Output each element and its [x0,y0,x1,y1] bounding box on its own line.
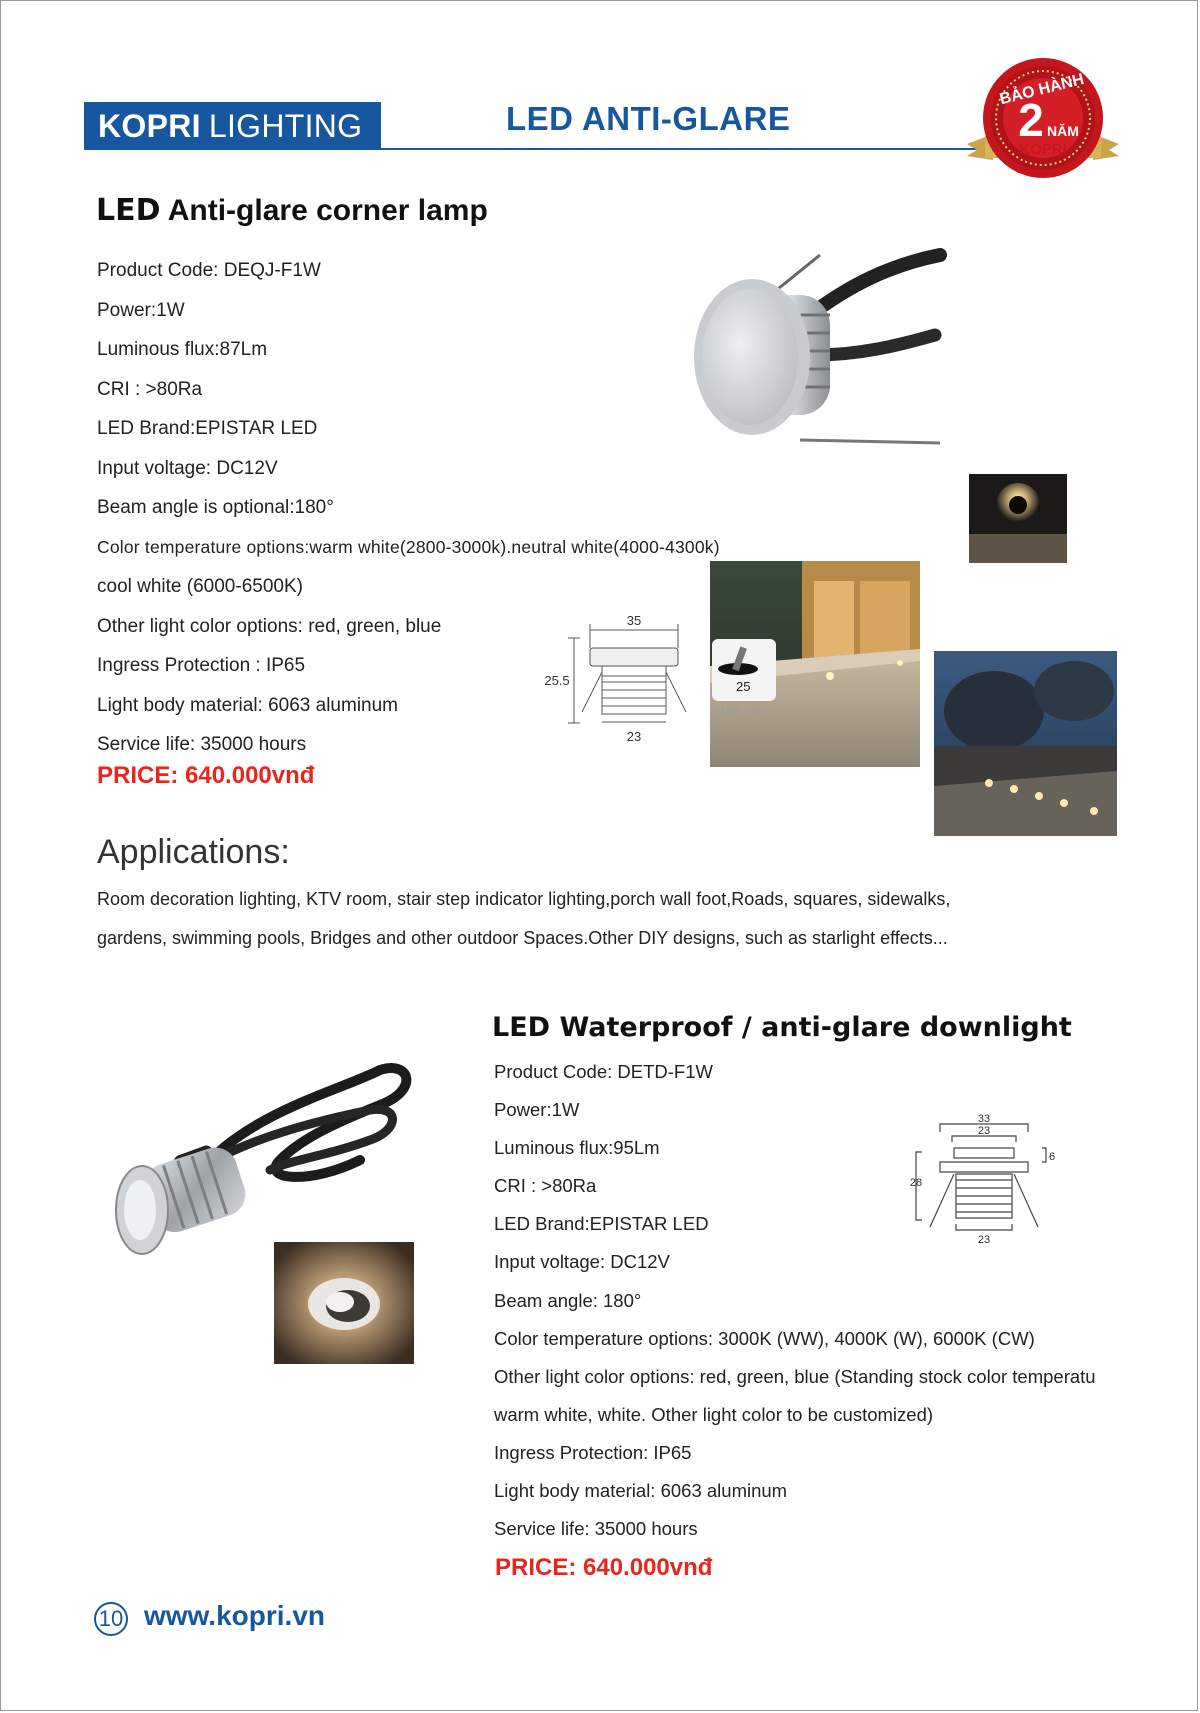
product1-title-rest: Anti-glare corner lamp [160,194,488,227]
spec-item: Color temperature options:warm white(2800-3000k).neutral white(4000-4300k) [97,536,720,557]
product1-title [96,193,488,228]
spec-item: Service life: 35000 hours [494,1518,698,1540]
spec-item: Light body material: 6063 aluminum [494,1480,788,1502]
spec-item: Power:1W [494,1099,580,1121]
brand-banner [84,102,381,150]
garden-photo [934,651,1117,836]
spec-item: Power:1W [97,299,185,321]
product2-title: LED Waterproof / anti-glare downlight [492,1012,1072,1043]
product1-title-bold: LED [96,193,161,228]
badge-unit: NĂM [1047,123,1079,139]
badge-top-text: BẢO HÀNH [998,70,1086,109]
spec-item: Color temperature options: 3000K (WW), 4000K (W), 6000K (CW) [494,1327,1035,1349]
spec-item: CRI : >80Ra [494,1175,597,1197]
inset-cut-label: 25 [736,679,751,694]
brand-name-bold: KOPRI [98,107,201,144]
product2-price: PRICE: 640.000vnđ [495,1554,713,1581]
product1-price: PRICE: 640.000vnđ [97,762,315,789]
spec-item: Input voltage: DC12V [494,1251,670,1273]
badge-number: 2 [1018,94,1044,146]
brand-name-light: LIGHTING [208,107,363,144]
applications-line: Room decoration lighting, KTV room, stair step indicator lighting,porch wall foot,Roads, squares, sidewalks, [97,889,951,909]
spec-item: Beam angle is optional:180° [97,497,334,518]
diagram2-outer-label: 33 [977,1113,991,1125]
website-link[interactable]: www.kopri.vn [144,1600,325,1631]
spec-item: Service life: 35000 hours [97,734,307,755]
page-title: LED ANTI-GLARE [506,100,791,137]
spec-item: LED Brand:EPISTAR LED [494,1213,709,1235]
spec-item: Other light color options: red, green, blue [97,615,442,637]
corner-lamp-photo [690,245,950,500]
badge-brand: KOPRI [1019,141,1067,158]
spec-item: warm white, white. Other light color to be customized) [494,1403,934,1425]
spec-item: LED Brand:EPISTAR LED [97,418,318,439]
spec-item: Product Code: DEQJ-F1W [97,260,321,281]
spec-item: Luminous flux:95Lm [494,1137,660,1159]
diagram2-flange-label: 6 [1048,1151,1056,1163]
spec-item: Input voltage: DC12V [97,457,278,479]
page-number: 10 [94,1602,128,1636]
diagram-width-label: 35 [626,613,642,628]
spec-item: Luminous flux:87Lm [97,339,268,360]
diagram2-base-label: 23 [977,1234,991,1246]
diagram-base-label: 23 [626,729,642,743]
inset-unit-label: Unit: mm [722,707,762,718]
header-rule [381,148,981,150]
diagram2-inner-label: 23 [977,1125,991,1137]
spec-item: Ingress Protection : IP65 [97,655,306,676]
lit-lamp-photo [969,474,1067,563]
product1-dimension-diagram [538,608,698,743]
recess-inset [712,639,776,701]
spec-item: Ingress Protection: IP65 [494,1441,692,1463]
spec-item: Other light color options: red, green, blue (Standing stock color temperatu [494,1365,1096,1387]
warranty-badge-icon [963,56,1123,192]
applications-title: Applications: [97,833,290,871]
product2-dimension-diagram [900,1112,1060,1247]
spec-item: Product Code: DETD-F1W [494,1061,713,1082]
diagram-height-label: 25.5 [544,673,570,688]
diagram2-height-label: 28 [909,1177,923,1189]
applications-line: gardens, swimming pools, Bridges and other outdoor Spaces.Other DIY designs, such as starlight effects... [97,928,948,948]
downlight-glow-photo [274,1242,414,1364]
spec-item: cool white (6000-6500K) [97,576,303,597]
spec-item: Light body material: 6063 aluminum [97,694,399,716]
porch-photo [710,561,920,767]
spec-item: Beam angle: 180° [494,1289,642,1311]
spec-item: CRI : >80Ra [97,378,203,400]
